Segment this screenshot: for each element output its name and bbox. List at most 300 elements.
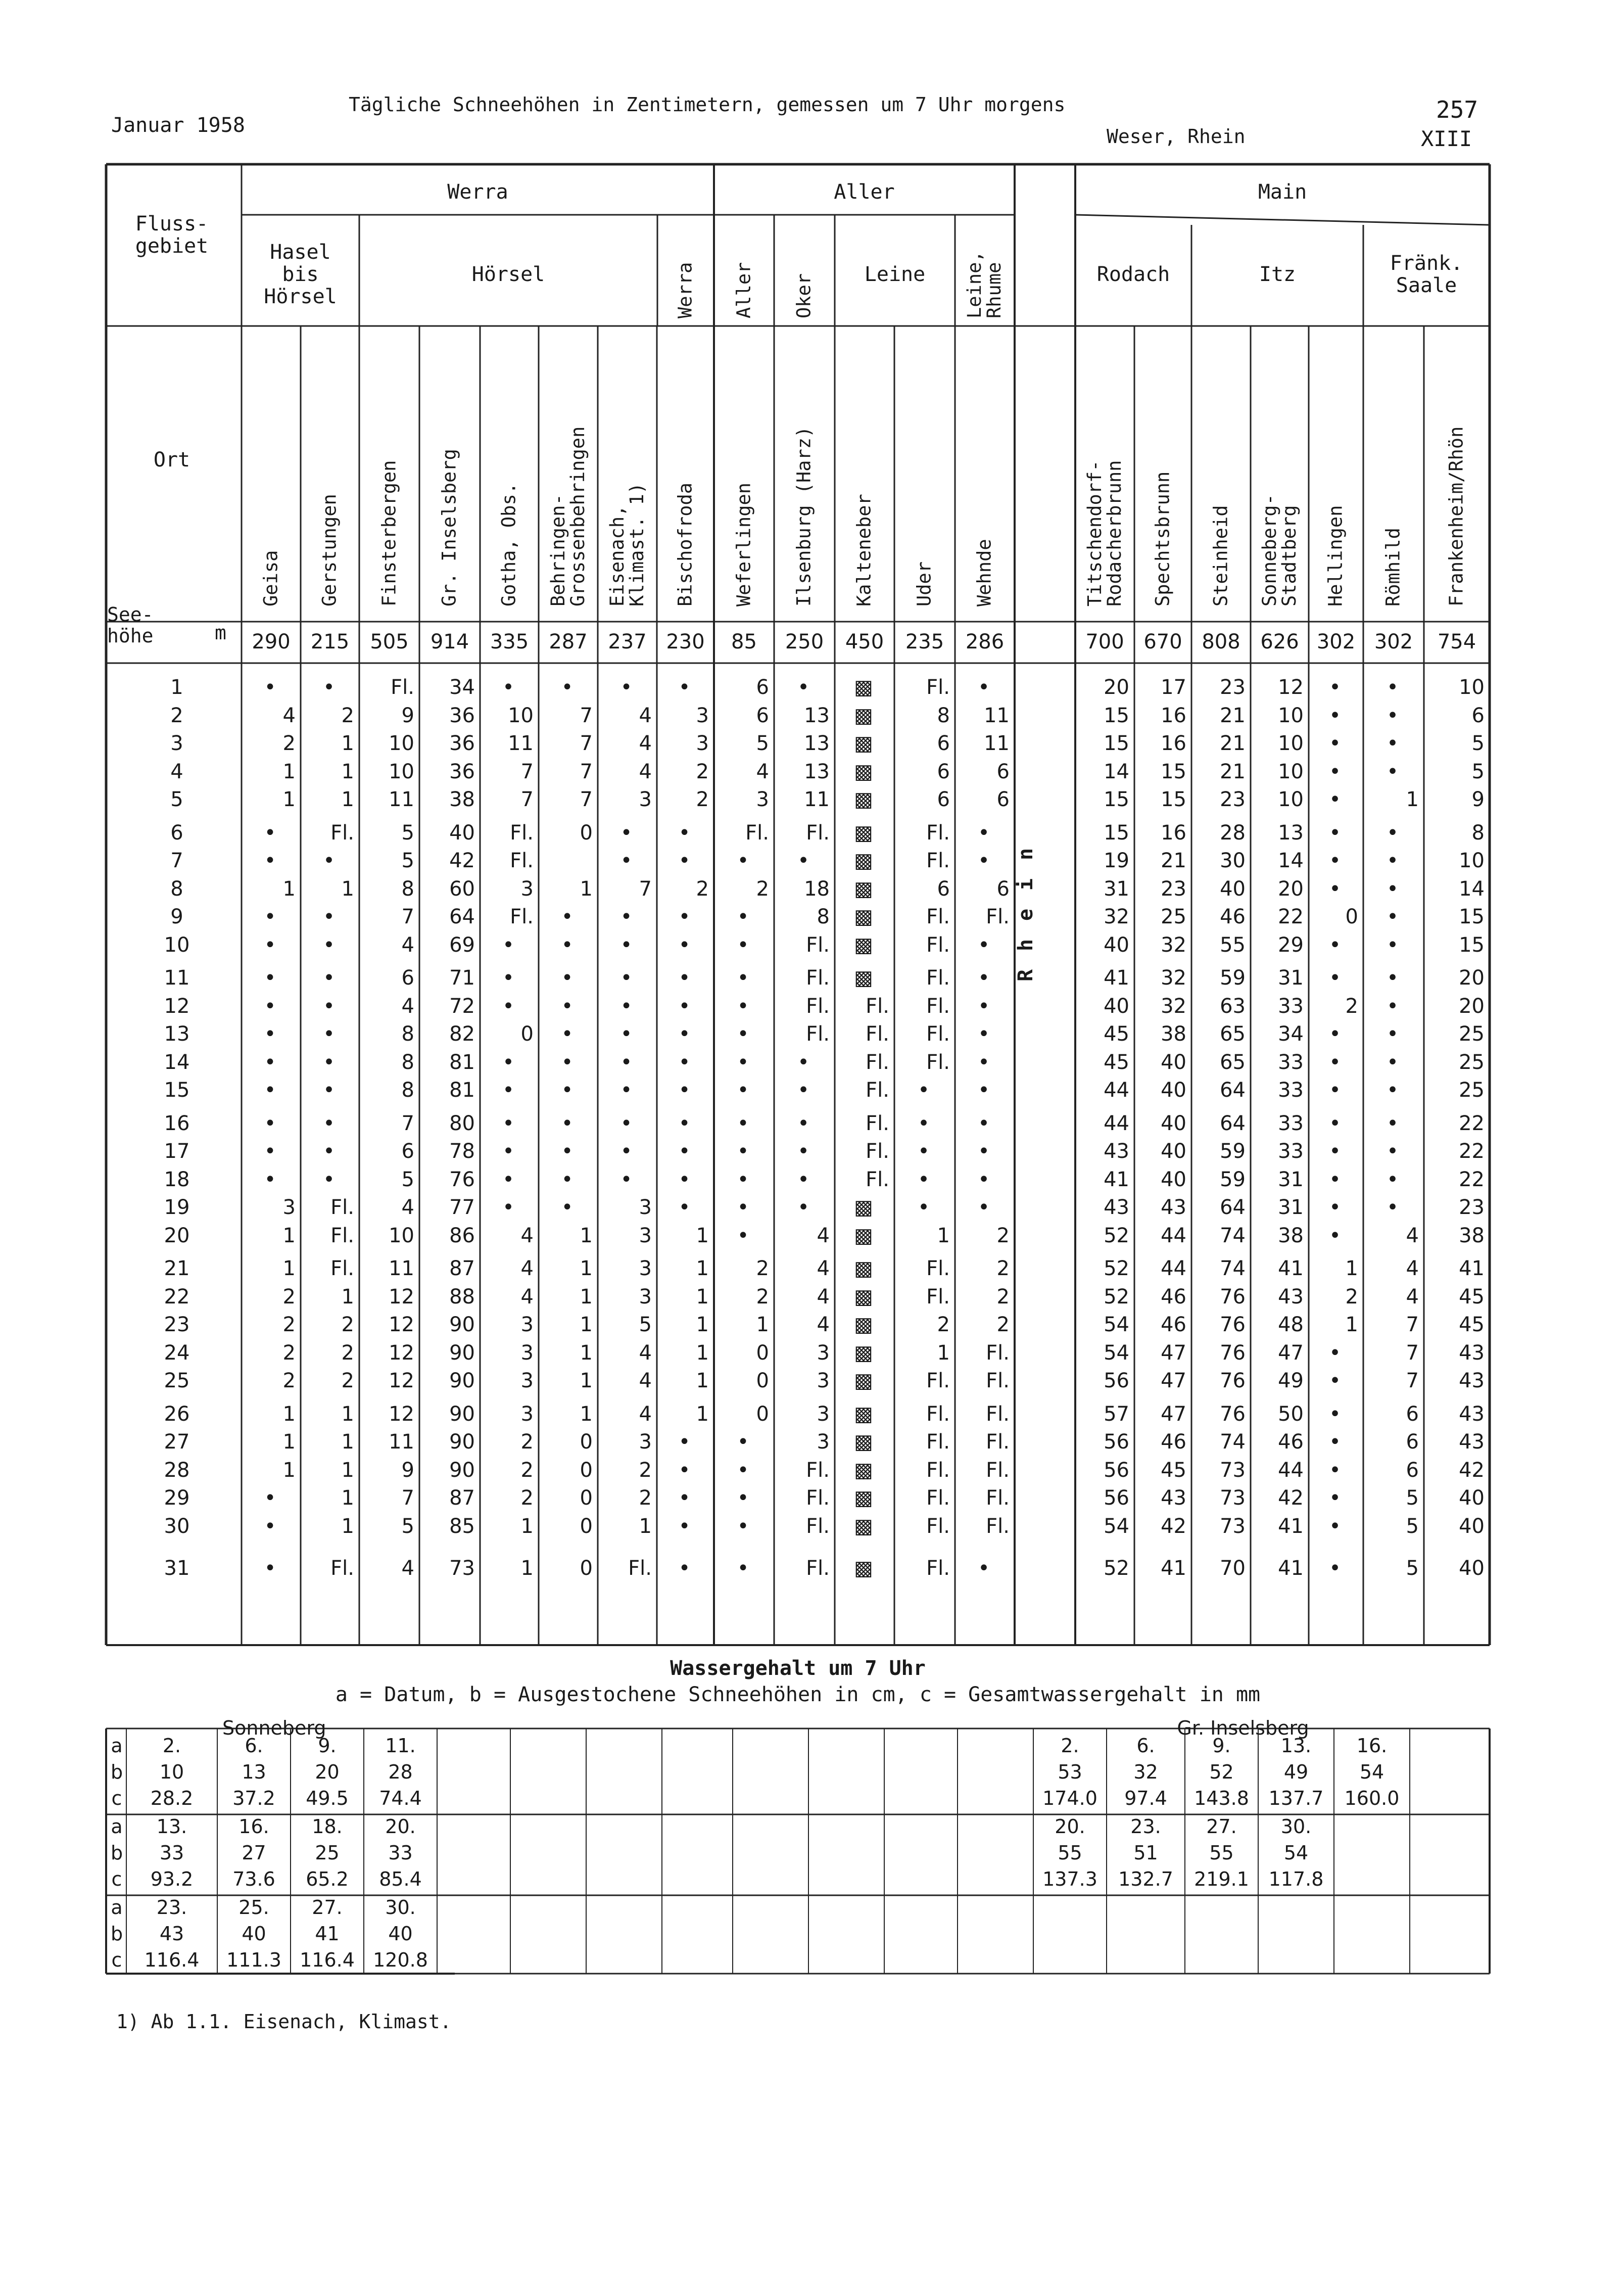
water-cell: 40 (388, 1923, 413, 1945)
table-cell: • (978, 933, 990, 957)
day-label: 22 (164, 1285, 190, 1309)
table-cell: 1 (696, 1313, 709, 1336)
table-cell: Fl. (806, 1022, 830, 1046)
subriver-oker-label: Oker (793, 273, 815, 318)
table-cell: 11 (389, 1430, 414, 1454)
table-cell: 71 (449, 966, 475, 990)
seehoehe-label: See- höhe (107, 603, 154, 647)
table-cell: 52 (1104, 1285, 1129, 1309)
table-cell: 9 (1471, 788, 1485, 811)
footnote: 1) Ab 1.1. Eisenach, Klimast. (116, 2011, 452, 2033)
table-cell: 1 (937, 1341, 950, 1365)
table-cell: 28 (1220, 821, 1246, 845)
station-label: Finsterbergen (378, 460, 400, 606)
table-cell: 77 (449, 1196, 475, 1219)
table-cell: Fl. (986, 1430, 1010, 1454)
table-cell: 5 (1406, 1557, 1419, 1580)
table-cell: 3 (639, 1285, 652, 1309)
elevation-cell: 287 (549, 630, 588, 653)
day-label: 24 (164, 1341, 190, 1365)
table-cell: • (978, 1140, 990, 1163)
table-cell: • (678, 966, 691, 990)
table-cell: • (737, 1224, 749, 1247)
table-cell: 6 (1471, 704, 1485, 727)
water-cell: 27 (242, 1842, 266, 1864)
rhein-letter: e (1014, 908, 1037, 921)
table-cell: 19 (1104, 849, 1129, 872)
table-cell: • (678, 1167, 691, 1191)
table-cell: 86 (449, 1224, 475, 1247)
table-cell: Fl. (926, 1557, 950, 1580)
table-cell: • (264, 1140, 276, 1163)
table-cell: 6 (937, 788, 950, 811)
table-cell: 16 (1161, 821, 1186, 845)
subriver-hoersel: Hörsel (471, 263, 545, 286)
table-cell: ▩ (854, 704, 873, 727)
table-cell: 4 (1406, 1285, 1419, 1309)
table-cell: 1 (341, 1486, 354, 1510)
corner-label: Fluss- gebiet (135, 212, 209, 258)
table-cell: • (1387, 1167, 1399, 1191)
table-cell: 56 (1104, 1430, 1129, 1454)
water-cell: 97.4 (1124, 1787, 1167, 1809)
table-cell: • (264, 821, 276, 845)
water-cell: 51 (1133, 1842, 1158, 1864)
elevation-cell: 700 (1085, 630, 1124, 653)
table-cell: 4 (817, 1313, 830, 1336)
station-label: Hellingen (1324, 505, 1347, 606)
station-label: Gerstungen (318, 494, 341, 606)
water-cell: 132.7 (1118, 1868, 1173, 1890)
table-cell: 40 (1104, 994, 1129, 1018)
table-cell: • (1329, 1196, 1341, 1219)
table-cell: Fl. (926, 966, 950, 990)
table-cell: • (1387, 821, 1399, 845)
station-label: Bischofroda (674, 482, 696, 606)
table-cell: 1 (580, 1369, 593, 1392)
table-cell: 0 (520, 1022, 534, 1046)
table-cell: 73 (1220, 1486, 1246, 1510)
table-cell: • (1387, 1196, 1399, 1219)
table-cell: • (620, 905, 633, 928)
table-cell: 3 (639, 1257, 652, 1280)
station-label: Gr. Inselsberg (438, 449, 460, 606)
table-cell: 45 (1459, 1285, 1485, 1309)
table-cell: 3 (520, 1313, 534, 1336)
table-cell: Fl. (926, 1285, 950, 1309)
table-cell: • (620, 1022, 633, 1046)
table-cell: • (1329, 760, 1341, 783)
table-cell: 41 (1278, 1514, 1304, 1538)
table-cell: 4 (1406, 1257, 1419, 1280)
table-cell: 7 (401, 905, 414, 928)
table-cell: Fl. (926, 849, 950, 872)
table-cell: 5 (1471, 760, 1485, 783)
table-cell: • (1387, 732, 1399, 755)
table-cell: 4 (401, 1196, 414, 1219)
water-row-label: a (111, 1815, 123, 1838)
table-cell: 23 (1459, 1196, 1485, 1219)
table-cell: • (264, 1022, 276, 1046)
table-cell: • (323, 1079, 335, 1102)
table-cell: • (678, 1111, 691, 1135)
table-cell: • (1329, 1369, 1341, 1392)
table-cell: 41 (1278, 1257, 1304, 1280)
table-cell: 1 (696, 1341, 709, 1365)
table-cell: ▩ (854, 1224, 873, 1247)
table-cell: • (978, 1196, 990, 1219)
table-cell: • (561, 1022, 574, 1046)
table-cell: 2 (639, 1458, 652, 1482)
table-cell: 10 (389, 1224, 414, 1247)
table-cell: ▩ (854, 760, 873, 783)
table-cell: 2 (756, 1285, 769, 1309)
table-cell: 3 (639, 1196, 652, 1219)
table-cell: 43 (1104, 1140, 1129, 1163)
table-cell: 7 (520, 760, 534, 783)
table-cell: • (978, 821, 990, 845)
table-cell: • (797, 1196, 809, 1219)
table-cell: • (678, 1458, 691, 1482)
table-cell: • (1387, 760, 1399, 783)
water-cell: 49 (1283, 1761, 1309, 1783)
table-cell: 6 (996, 788, 1010, 811)
table-cell: 1 (696, 1257, 709, 1280)
subriver-leine: Leine (864, 263, 926, 286)
water-row-label: a (111, 1896, 123, 1919)
table-cell: 1 (756, 1313, 769, 1336)
table-cell: 14 (1459, 877, 1485, 901)
table-cell: • (678, 821, 691, 845)
table-cell: 10 (1278, 704, 1304, 727)
table-cell: ▩ (854, 1402, 873, 1426)
table-cell: ▩ (854, 676, 873, 699)
water-cell: 13. (1280, 1735, 1312, 1757)
table-cell: 63 (1220, 994, 1246, 1018)
table-cell: 65 (1220, 1050, 1246, 1074)
table-cell: Fl. (926, 1402, 950, 1426)
table-cell: Fl. (330, 1196, 354, 1219)
table-cell: 1 (282, 1402, 296, 1426)
table-cell: 5 (756, 732, 769, 755)
station-label: Ilsenburg (Harz) (793, 426, 815, 606)
water-cell: 20. (1055, 1815, 1085, 1838)
table-cell: 11 (508, 732, 534, 755)
table-cell: 64 (449, 905, 475, 928)
station-label: Gotha, Obs. (498, 482, 520, 606)
table-cell: 7 (1406, 1341, 1419, 1365)
water-cell: 2. (1061, 1735, 1079, 1757)
table-cell: 76 (1220, 1369, 1246, 1392)
table-cell: 2 (996, 1257, 1010, 1280)
table-cell: • (502, 933, 514, 957)
table-cell: • (978, 994, 990, 1018)
table-cell: 2 (520, 1458, 534, 1482)
table-cell: 43 (1161, 1486, 1186, 1510)
water-cell: 6. (245, 1735, 263, 1757)
water-cell: 143.8 (1194, 1787, 1249, 1809)
table-cell: 20 (1104, 676, 1129, 699)
table-cell: • (678, 1514, 691, 1538)
table-cell: • (1387, 933, 1399, 957)
table-cell: 50 (1278, 1402, 1304, 1426)
day-label: 7 (170, 849, 183, 872)
table-cell: 1 (341, 877, 354, 901)
table-cell: 1 (341, 1458, 354, 1482)
table-cell: 33 (1278, 1079, 1304, 1102)
table-cell: 48 (1278, 1313, 1304, 1336)
water-cell: 40 (242, 1923, 266, 1945)
table-cell: Fl. (628, 1557, 652, 1580)
table-cell: 0 (580, 1430, 593, 1454)
table-cell: • (264, 1167, 276, 1191)
water-cell: 54 (1359, 1761, 1384, 1783)
table-cell: • (1329, 1111, 1341, 1135)
table-cell: 3 (520, 877, 534, 901)
table-cell: 8 (937, 704, 950, 727)
table-cell: 6 (1406, 1458, 1419, 1482)
table-cell: • (323, 1111, 335, 1135)
table-cell: 2 (341, 704, 354, 727)
elevation-cell: 302 (1316, 630, 1356, 653)
table-cell: 0 (756, 1369, 769, 1392)
table-cell: Fl. (330, 1257, 354, 1280)
table-cell: 3 (520, 1341, 534, 1365)
table-cell: 5 (1406, 1514, 1419, 1538)
table-cell: Fl. (926, 933, 950, 957)
table-cell: • (978, 1050, 990, 1074)
table-cell: 1 (1406, 788, 1419, 811)
table-cell: Fl. (986, 1402, 1010, 1426)
table-cell: • (737, 933, 749, 957)
table-cell: 85 (449, 1514, 475, 1538)
water-station-inselsberg: Gr. Inselsberg (1177, 1717, 1309, 1739)
station-label: Spechtsbrunn (1152, 471, 1174, 606)
table-cell: 3 (817, 1369, 830, 1392)
table-cell: • (561, 994, 574, 1018)
table-cell: 1 (580, 1257, 593, 1280)
table-cell: 1 (1345, 1313, 1358, 1336)
table-cell: • (620, 994, 633, 1018)
table-cell: 4 (639, 704, 652, 727)
table-cell: 6 (937, 760, 950, 783)
table-cell: 1 (282, 1458, 296, 1482)
table-cell: 4 (639, 1402, 652, 1426)
table-cell: 12 (389, 1369, 414, 1392)
table-cell: Fl. (806, 933, 830, 957)
table-cell: Fl. (926, 821, 950, 845)
unit-m: m (215, 622, 226, 644)
table-cell: 11 (984, 704, 1010, 727)
table-cell: 4 (520, 1224, 534, 1247)
table-cell: ▩ (854, 1257, 873, 1280)
water-cell: 28.2 (150, 1787, 194, 1809)
table-cell: • (1329, 732, 1341, 755)
table-cell: 52 (1104, 1557, 1129, 1580)
table-cell: • (502, 676, 514, 699)
table-cell: • (561, 905, 574, 928)
table-cell: 0 (580, 1486, 593, 1510)
water-cell: 116.4 (300, 1949, 355, 1971)
month-label: Januar 1958 (111, 114, 245, 137)
table-cell: 3 (817, 1341, 830, 1365)
water-cell: 25 (315, 1842, 340, 1864)
table-cell: 10 (1278, 732, 1304, 755)
table-cell: 1 (341, 732, 354, 755)
table-cell: 22 (1459, 1111, 1485, 1135)
rhein-letter: n (1014, 848, 1037, 861)
table-cell: 21 (1220, 704, 1246, 727)
table-cell: 34 (1278, 1022, 1304, 1046)
table-cell: • (1329, 1050, 1341, 1074)
day-label: 10 (164, 933, 190, 957)
table-cell: 1 (282, 760, 296, 783)
day-label: 15 (164, 1079, 190, 1102)
table-cell: 10 (1459, 849, 1485, 872)
table-cell: 4 (817, 1224, 830, 1247)
water-row-label: b (110, 1923, 123, 1945)
table-cell: 1 (696, 1402, 709, 1426)
table-cell: • (264, 849, 276, 872)
table-cell: 2 (1345, 1285, 1358, 1309)
subriver-rodach: Rodach (1096, 263, 1170, 286)
day-label: 25 (164, 1369, 190, 1392)
table-cell: 2 (996, 1313, 1010, 1336)
table-cell: 4 (817, 1257, 830, 1280)
table-cell: 41 (1161, 1557, 1186, 1580)
elevation-cell: 450 (845, 630, 884, 653)
table-cell: 73 (1220, 1458, 1246, 1482)
table-cell: • (502, 966, 514, 990)
water-row-label: b (110, 1761, 123, 1783)
water-cell: 137.7 (1268, 1787, 1324, 1809)
subriver-hasel: Hasel bis Hörsel (264, 241, 337, 308)
table-cell: 1 (580, 1285, 593, 1309)
table-cell: 36 (449, 760, 475, 783)
table-cell: 0 (580, 1557, 593, 1580)
table-cell: • (620, 821, 633, 845)
table-cell: 54 (1104, 1341, 1129, 1365)
table-cell: • (918, 1167, 930, 1191)
table-cell: 7 (580, 732, 593, 755)
day-label: 14 (164, 1050, 190, 1074)
table-cell: 5 (401, 821, 414, 845)
table-cell: • (1387, 1022, 1399, 1046)
table-cell: • (561, 676, 574, 699)
table-cell: 2 (696, 760, 709, 783)
table-cell: • (1329, 676, 1341, 699)
rhein-letter: i (1014, 878, 1037, 891)
table-cell: 6 (756, 676, 769, 699)
table-cell: 5 (401, 1514, 414, 1538)
table-cell: 13 (804, 732, 830, 755)
table-cell: 11 (389, 788, 414, 811)
table-cell: ▩ (854, 1285, 873, 1309)
table-cell: 76 (1220, 1313, 1246, 1336)
table-cell: • (561, 1140, 574, 1163)
table-cell: 4 (639, 1369, 652, 1392)
table-cell: • (737, 905, 749, 928)
water-cell: 13. (156, 1815, 187, 1838)
table-cell: ▩ (854, 905, 873, 928)
table-cell: 4 (520, 1257, 534, 1280)
water-cell: 9. (318, 1735, 337, 1757)
table-cell: 2 (282, 732, 296, 755)
table-cell: • (737, 1430, 749, 1454)
table-cell: Fl. (926, 1486, 950, 1510)
station-label: Steinheid (1210, 505, 1232, 606)
table-cell: • (502, 1196, 514, 1219)
table-cell: • (678, 933, 691, 957)
table-cell: 87 (449, 1257, 475, 1280)
table-cell: 34 (449, 676, 475, 699)
table-cell: 20 (1278, 877, 1304, 901)
table-cell: 47 (1161, 1402, 1186, 1426)
table-cell: • (1329, 1430, 1341, 1454)
table-cell: Fl. (806, 821, 830, 845)
table-cell: 47 (1161, 1369, 1186, 1392)
table-cell: 15 (1459, 905, 1485, 928)
table-cell: 2 (520, 1430, 534, 1454)
table-cell: 74 (1220, 1257, 1246, 1280)
table-cell: ▩ (854, 1196, 873, 1219)
table-cell: • (1329, 933, 1341, 957)
table-cell: 54 (1104, 1313, 1129, 1336)
table-cell: 1 (580, 1341, 593, 1365)
table-cell: 40 (1459, 1486, 1485, 1510)
water-cell: 27. (312, 1896, 343, 1919)
table-cell: 46 (1161, 1285, 1186, 1309)
table-cell: • (1329, 1458, 1341, 1482)
table-cell: • (737, 1140, 749, 1163)
table-cell: 56 (1104, 1486, 1129, 1510)
table-cell: 1 (580, 1402, 593, 1426)
table-cell: Fl. (986, 905, 1010, 928)
table-cell: • (737, 1079, 749, 1102)
table-cell: 4 (401, 1557, 414, 1580)
table-cell: 90 (449, 1402, 475, 1426)
table-cell: Fl. (926, 1369, 950, 1392)
table-cell: 22 (1278, 905, 1304, 928)
table-cell: • (1329, 1486, 1341, 1510)
table-cell: 1 (937, 1224, 950, 1247)
table-cell: • (1329, 1557, 1341, 1580)
table-cell: • (264, 1111, 276, 1135)
subriver-aller-label: Aller (733, 262, 755, 318)
table-cell: 10 (508, 704, 534, 727)
table-cell: 8 (401, 1022, 414, 1046)
table-cell: • (620, 933, 633, 957)
table-cell: • (264, 966, 276, 990)
table-cell: • (620, 849, 633, 872)
table-cell: 3 (817, 1430, 830, 1454)
table-cell: 5 (401, 1167, 414, 1191)
table-cell: 6 (756, 704, 769, 727)
river-main: Main (1258, 180, 1307, 204)
table-cell: • (1387, 905, 1399, 928)
table-cell: • (1387, 704, 1399, 727)
table-cell: • (1387, 1079, 1399, 1102)
water-cell: 25. (238, 1896, 269, 1919)
table-cell: 12 (389, 1285, 414, 1309)
water-cell: 53 (1058, 1761, 1082, 1783)
station-label: Römhild (1382, 528, 1404, 606)
table-cell: 15 (1104, 821, 1129, 845)
table-cell: 1 (341, 1514, 354, 1538)
water-cell: 52 (1209, 1761, 1234, 1783)
table-cell: • (737, 849, 749, 872)
elevation-cell: 237 (608, 630, 647, 653)
